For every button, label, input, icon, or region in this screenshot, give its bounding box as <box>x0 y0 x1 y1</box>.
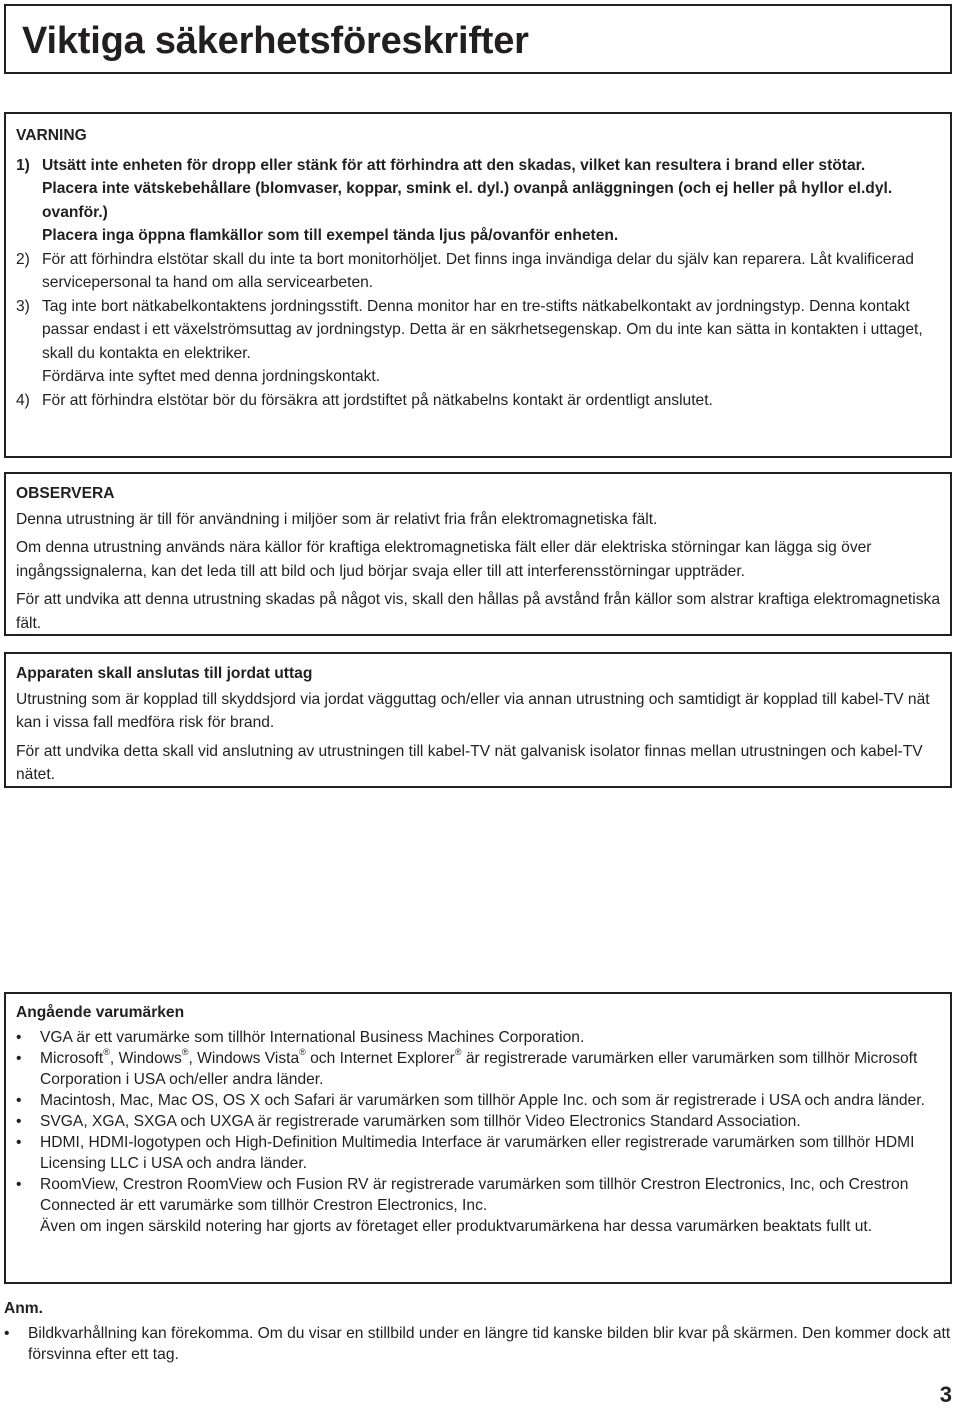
item-number: 4) <box>16 391 30 409</box>
grounding-paragraph: Utrustning som är kopplad till skyddsjord via jordat vägguttag och/eller via annan utrustning och samtidigt är kopplad till kabel-TV nät kan i vissa fall medföra risk för brand. <box>16 690 930 731</box>
grounding-box <box>4 652 952 788</box>
list-item <box>16 1048 940 1090</box>
note-label: Anm. <box>4 1300 43 1317</box>
warning-line: Placera inte vätskebehållare (blomvaser, koppar, smink el. dyl.) ovanpå anläggningen (och ej heller på hyllor el.dyl. ovanför.) <box>42 180 893 221</box>
list-item <box>16 1027 940 1048</box>
note-item <box>4 1323 952 1365</box>
warning-line: Fördärva inte syftet med denna jordningskontakt. <box>42 368 381 385</box>
grounding-paragraph: För att undvika detta skall vid anslutning av utrustningen till kabel-TV nät galvanisk isolator finnas mellan utrustningen och kabel-TV nätet. <box>16 742 923 783</box>
warning-line: Placera inga öppna flamkällor som till exempel tända ljus på/ovanför enheten. <box>42 227 619 244</box>
page-title: Viktiga säkerhetsföreskrifter <box>22 20 529 62</box>
item-number: 1) <box>16 156 30 174</box>
warning-line: För att förhindra elstötar skall du inte ta bort monitorhöljet. Det finns inga invändiga delar du själv kan reparera. Låt kvalificerad servicepersonal ta hand om alla servicearbeten. <box>42 250 914 291</box>
trademark-text: SVGA, XGA, SXGA och UXGA är registrerade varumärken som tillhör Video Electronics Standard Association. <box>40 1113 801 1130</box>
trademark-text: VGA är ett varumärke som tillhör International Business Machines Corporation. <box>40 1029 585 1046</box>
registered-mark: ® <box>299 1047 306 1057</box>
bullet: • <box>16 1176 22 1193</box>
title-box <box>4 4 952 74</box>
warning-heading: VARNING <box>16 127 87 144</box>
trademarks-heading: Angående varumärken <box>16 1004 185 1021</box>
bullet: • <box>16 1113 22 1130</box>
observera-paragraph: För att undvika att denna utrustning skadas på något vis, skall den hållas på avstånd från källor som alstrar kraftiga elektromagnetiska fält. <box>16 591 940 632</box>
trademark-text: HDMI, HDMI-logotypen och High-Definition Multimedia Interface är varumärken eller registrerade varumärken som tillhör HDMI Licensing LLC i USA och andra länder. <box>40 1134 915 1172</box>
list-item <box>16 1174 940 1237</box>
note-text: Bildkvarhållning kan förekomma. Om du visar en stillbild under en längre tid kanske bilden blir kvar på skärmen. Den kommer dock att försvinna efter ett tag. <box>28 1325 951 1363</box>
warning-item <box>16 389 940 413</box>
list-item <box>16 1132 940 1174</box>
observera-heading: OBSERVERA <box>16 485 115 502</box>
trademark-text: RoomView, Crestron RoomView och Fusion RV är registrerade varumärken som tillhör Crestron Electronics, Inc, och Crestron Connected är ett varumärke som tillhör Crestron Electronics, Inc. <box>40 1176 909 1214</box>
bullet: • <box>16 1050 22 1067</box>
warning-line: Utsätt inte enheten för dropp eller stänk för att förhindra att den skadas, vilket kan resultera i brand eller stötar. <box>42 156 866 174</box>
list-item <box>16 1111 940 1132</box>
registered-mark: ® <box>103 1047 110 1057</box>
bullet: • <box>16 1092 22 1109</box>
warning-item <box>16 154 940 248</box>
registered-mark: ® <box>181 1047 189 1057</box>
page-number: 3 <box>939 1382 952 1407</box>
note-section <box>4 1298 952 1365</box>
item-number: 2) <box>16 250 30 268</box>
bullet: • <box>4 1325 10 1342</box>
observera-paragraph: Denna utrustning är till för användning i miljöer som är relativt fria från elektromagnetiska fält. <box>16 510 658 528</box>
bullet: • <box>16 1029 22 1046</box>
warning-item <box>16 248 940 295</box>
warning-list <box>16 154 940 413</box>
list-item <box>16 1090 940 1111</box>
warning-line: Tag inte bort nätkabelkontaktens jordningsstift. Denna monitor har en tre-stifts nätkabelkontakt av jordningstyp. Denna kontakt passar endast i ett växelströmsuttag av jordningstyp. Detta är en säkrhetsegenskap. Om du inte kan sätta in kontakten i uttaget, skall du kontakta en elektriker. <box>42 297 923 362</box>
registered-mark: ® <box>454 1047 462 1057</box>
trademark-text: Microsoft®, Windows®, Windows Vista® och Internet Explorer® är registrerade varumärken eller varumärken som tillhör Microsoft Corporation i USA och/eller andra länder. <box>40 1047 918 1088</box>
bullet: • <box>16 1134 22 1151</box>
item-number: 3) <box>16 297 30 315</box>
trademarks-list <box>16 1027 940 1237</box>
observera-paragraph: Om denna utrustning används nära källor för kraftiga elektromagnetiska fält eller där elektriska störningar kan lägga sig över ingångssignalerna, kan det leda till att bild och ljud börjar svaja eller till att interferensstörningar uppträder. <box>16 539 872 580</box>
warning-line: För att förhindra elstötar bör du försäkra att jordstiftet på nätkabelns kontakt är ordentligt anslutet. <box>42 391 713 409</box>
warning-box <box>4 112 952 458</box>
trademarks-box <box>4 992 952 1284</box>
trademark-text: Macintosh, Mac, Mac OS, OS X och Safari är varumärken som tillhör Apple Inc. och som är registrerade i USA och andra länder. <box>40 1092 925 1109</box>
grounding-heading: Apparaten skall anslutas till jordat uttag <box>16 665 313 682</box>
observera-box <box>4 472 952 636</box>
warning-item <box>16 295 940 389</box>
trademark-note: Även om ingen särskild notering har gjorts av företaget eller produktvarumärkena har dessa varumärken beaktats fullt ut. <box>40 1218 873 1235</box>
